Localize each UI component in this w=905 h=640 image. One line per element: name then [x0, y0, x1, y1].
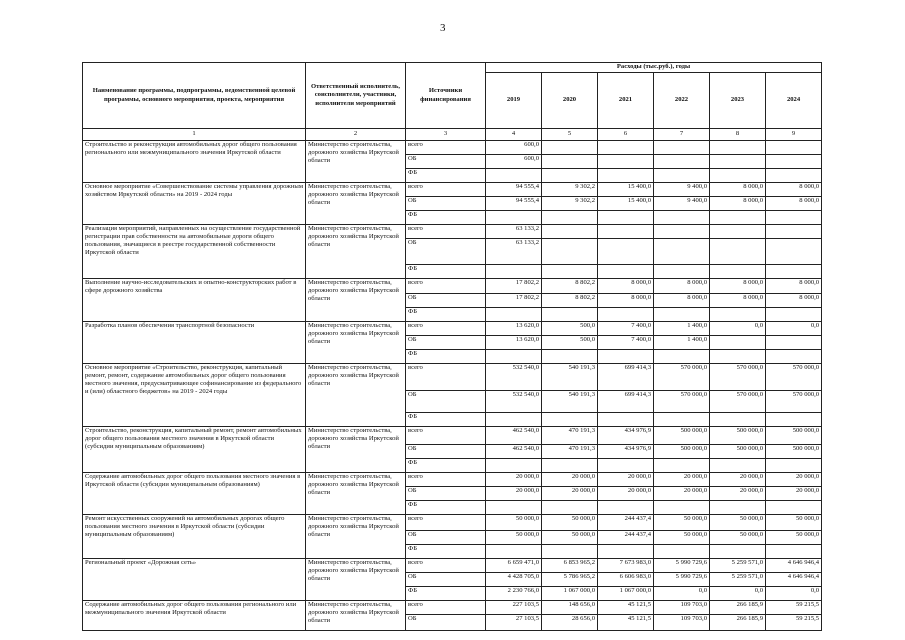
- row-executor: Министерство строительства, дорожного хозяйства Иркутской области: [306, 183, 406, 225]
- table-row: [83, 183, 822, 197]
- row-source: ОБ: [406, 487, 486, 501]
- row-value: [766, 225, 822, 239]
- row-executor: Министерство строительства, дорожного хозяйства Иркутской области: [306, 225, 406, 279]
- row-source: всего: [406, 364, 486, 391]
- row-value: [598, 350, 654, 364]
- row-value: 109 703,0: [654, 601, 710, 615]
- row-source: ФБ: [406, 587, 486, 601]
- row-value: 28 656,0: [542, 615, 598, 631]
- row-value: [598, 265, 654, 279]
- row-value: 50 000,0: [766, 515, 822, 531]
- row-value: [766, 211, 822, 225]
- row-name: Реализация мероприятий, направленных на осуществление государственной регистрации прав собственности на автомобильные дороги общего пользования, значащиеся в реестре государственной собственности Иркутской области: [83, 225, 306, 279]
- column-number: 6: [598, 129, 654, 141]
- row-value: [766, 169, 822, 183]
- row-value: 7 673 983,0: [598, 559, 654, 573]
- row-executor: Министерство строительства, дорожного хозяйства Иркутской области: [306, 559, 406, 601]
- row-value: 148 656,0: [542, 601, 598, 615]
- row-value: 1 067 000,0: [598, 587, 654, 601]
- row-value: 699 414,3: [598, 364, 654, 391]
- row-name: Основное мероприятие «Совершенствование системы управления дорожным хозяйством Иркутской области» на 2019 - 2024 годы: [83, 183, 306, 225]
- row-value: 500,0: [542, 322, 598, 336]
- row-source: ФБ: [406, 350, 486, 364]
- row-value: [654, 308, 710, 322]
- row-value: 50 000,0: [486, 531, 542, 545]
- row-value: 500 000,0: [654, 427, 710, 445]
- row-value: [654, 225, 710, 239]
- row-value: 470 191,3: [542, 445, 598, 459]
- row-value: [542, 265, 598, 279]
- row-source: ФБ: [406, 459, 486, 473]
- row-value: 6 853 965,2: [542, 559, 598, 573]
- row-value: [710, 350, 766, 364]
- row-source: всего: [406, 279, 486, 294]
- row-name: Разработка планов обеспечения транспортной безопасности: [83, 322, 306, 364]
- row-value: 20 000,0: [710, 473, 766, 487]
- row-value: 500,0: [542, 336, 598, 350]
- row-value: 1 067 000,0: [542, 587, 598, 601]
- row-value: 20 000,0: [710, 487, 766, 501]
- row-value: 540 191,3: [542, 364, 598, 391]
- row-value: [598, 225, 654, 239]
- row-value: 50 000,0: [486, 515, 542, 531]
- row-value: [486, 169, 542, 183]
- row-value: 20 000,0: [766, 473, 822, 487]
- row-source: ФБ: [406, 545, 486, 559]
- row-value: 20 000,0: [542, 473, 598, 487]
- row-value: [598, 169, 654, 183]
- row-value: 9 400,0: [654, 197, 710, 211]
- row-value: 500 000,0: [766, 427, 822, 445]
- row-value: [710, 239, 766, 265]
- table-row: [83, 601, 822, 615]
- row-value: 45 121,5: [598, 615, 654, 631]
- row-value: 4 646 946,4: [766, 559, 822, 573]
- row-value: 570 000,0: [654, 364, 710, 391]
- row-value: [486, 265, 542, 279]
- row-value: 5 786 965,2: [542, 573, 598, 587]
- row-value: 8 000,0: [710, 197, 766, 211]
- row-value: 266 185,9: [710, 615, 766, 631]
- row-value: [542, 413, 598, 427]
- header-sources-column: Источники финансирования: [406, 63, 486, 129]
- row-source: ОБ: [406, 294, 486, 308]
- row-value: 6 659 471,0: [486, 559, 542, 573]
- row-value: 8 000,0: [710, 279, 766, 294]
- row-value: 13 620,0: [486, 336, 542, 350]
- row-value: 462 540,0: [486, 427, 542, 445]
- row-value: 5 990 729,6: [654, 573, 710, 587]
- row-value: 8 000,0: [766, 183, 822, 197]
- column-number: 1: [83, 129, 306, 141]
- row-value: 462 540,0: [486, 445, 542, 459]
- row-value: 20 000,0: [486, 487, 542, 501]
- program-expenses-table: [82, 62, 822, 631]
- row-source: всего: [406, 427, 486, 445]
- row-source: ОБ: [406, 391, 486, 413]
- row-value: 532 540,0: [486, 364, 542, 391]
- row-source: ФБ: [406, 211, 486, 225]
- row-value: 9 302,2: [542, 197, 598, 211]
- row-value: [710, 459, 766, 473]
- header-year: 2020: [542, 73, 598, 129]
- row-value: [598, 308, 654, 322]
- row-source: ФБ: [406, 265, 486, 279]
- row-value: [766, 141, 822, 155]
- row-value: [542, 225, 598, 239]
- row-value: 15 400,0: [598, 197, 654, 211]
- row-value: 699 414,3: [598, 391, 654, 413]
- row-name: Содержание автомобильных дорог общего пользования местного значения в Иркутской области (субсидии муниципальным образованиям): [83, 473, 306, 515]
- row-value: 6 606 983,0: [598, 573, 654, 587]
- row-value: 94 555,4: [486, 183, 542, 197]
- row-value: 17 802,2: [486, 279, 542, 294]
- header-year: 2021: [598, 73, 654, 129]
- row-source: всего: [406, 322, 486, 336]
- row-source: ФБ: [406, 413, 486, 427]
- column-number: 9: [766, 129, 822, 141]
- row-value: 8 000,0: [654, 279, 710, 294]
- row-value: [710, 141, 766, 155]
- table-body: [83, 141, 822, 631]
- row-value: 0,0: [766, 322, 822, 336]
- row-value: 9 302,2: [542, 183, 598, 197]
- row-value: [710, 265, 766, 279]
- row-value: [542, 141, 598, 155]
- page-number: 3: [440, 22, 446, 34]
- row-value: [766, 350, 822, 364]
- row-name: Ремонт искусственных сооружений на автомобильных дорогах общего пользования местного значения в Иркутской области (субсидии муниципальным образованиям): [83, 515, 306, 559]
- row-value: [766, 308, 822, 322]
- row-value: 532 540,0: [486, 391, 542, 413]
- row-value: [542, 350, 598, 364]
- row-value: 570 000,0: [654, 391, 710, 413]
- row-source: ОБ: [406, 336, 486, 350]
- row-value: 50 000,0: [542, 515, 598, 531]
- row-value: 0,0: [710, 322, 766, 336]
- row-value: [654, 545, 710, 559]
- row-source: ФБ: [406, 308, 486, 322]
- row-value: 1 400,0: [654, 336, 710, 350]
- row-value: [486, 545, 542, 559]
- table-row: [83, 473, 822, 487]
- column-number: 7: [654, 129, 710, 141]
- row-value: [654, 141, 710, 155]
- row-value: 20 000,0: [598, 487, 654, 501]
- table-row: [83, 515, 822, 531]
- row-value: [710, 225, 766, 239]
- row-value: 50 000,0: [542, 531, 598, 545]
- row-value: 5 259 571,0: [710, 573, 766, 587]
- row-value: 434 976,9: [598, 445, 654, 459]
- row-value: 20 000,0: [654, 473, 710, 487]
- row-value: 20 000,0: [542, 487, 598, 501]
- row-source: ОБ: [406, 239, 486, 265]
- row-value: [654, 155, 710, 169]
- row-value: [654, 211, 710, 225]
- row-name: Строительство, реконструкция, капитальный ремонт, ремонт автомобильных дорог общего пользования местного значения в Иркутской области (субсидии муниципальным образованиям): [83, 427, 306, 473]
- row-value: 94 555,4: [486, 197, 542, 211]
- row-value: 8 802,2: [542, 279, 598, 294]
- row-value: [542, 239, 598, 265]
- row-source: ОБ: [406, 573, 486, 587]
- column-numbers-row: [83, 129, 822, 141]
- table-row: [83, 364, 822, 391]
- row-value: [598, 545, 654, 559]
- row-source: всего: [406, 225, 486, 239]
- row-value: [486, 413, 542, 427]
- row-source: ОБ: [406, 445, 486, 459]
- row-value: 266 185,9: [710, 601, 766, 615]
- row-value: 8 000,0: [598, 279, 654, 294]
- row-value: 1 400,0: [654, 322, 710, 336]
- row-value: 600,0: [486, 141, 542, 155]
- row-value: [710, 155, 766, 169]
- row-value: [766, 155, 822, 169]
- row-value: 600,0: [486, 155, 542, 169]
- row-value: 8 000,0: [766, 294, 822, 308]
- row-value: [486, 459, 542, 473]
- row-value: 20 000,0: [654, 487, 710, 501]
- row-source: всего: [406, 601, 486, 615]
- row-value: [654, 501, 710, 515]
- row-value: [710, 336, 766, 350]
- row-source: ОБ: [406, 197, 486, 211]
- header-year: 2024: [766, 73, 822, 129]
- row-value: 7 400,0: [598, 322, 654, 336]
- row-value: 50 000,0: [654, 515, 710, 531]
- row-value: [710, 169, 766, 183]
- column-number: 5: [542, 129, 598, 141]
- table-row: [83, 279, 822, 294]
- row-source: всего: [406, 515, 486, 531]
- row-value: [598, 239, 654, 265]
- row-name: Выполнение научно-исследовательских и опытно-конструкторских работ в сфере дорожного хозяйства: [83, 279, 306, 322]
- row-source: всего: [406, 559, 486, 573]
- row-value: 50 000,0: [766, 531, 822, 545]
- row-value: [486, 211, 542, 225]
- row-value: [710, 501, 766, 515]
- row-source: всего: [406, 183, 486, 197]
- row-value: [766, 545, 822, 559]
- row-value: [598, 141, 654, 155]
- column-number: 4: [486, 129, 542, 141]
- row-value: 8 802,2: [542, 294, 598, 308]
- row-value: [654, 239, 710, 265]
- row-value: [710, 308, 766, 322]
- row-executor: Министерство строительства, дорожного хозяйства Иркутской области: [306, 601, 406, 631]
- row-value: [542, 501, 598, 515]
- table-row: [83, 559, 822, 573]
- row-value: [654, 169, 710, 183]
- row-value: 434 976,9: [598, 427, 654, 445]
- row-value: [486, 501, 542, 515]
- row-value: 20 000,0: [766, 487, 822, 501]
- row-value: 570 000,0: [766, 364, 822, 391]
- row-executor: Министерство строительства, дорожного хозяйства Иркутской области: [306, 322, 406, 364]
- row-executor: Министерство строительства, дорожного хозяйства Иркутской области: [306, 141, 406, 183]
- row-source: всего: [406, 473, 486, 487]
- column-number: 2: [306, 129, 406, 141]
- row-value: [654, 459, 710, 473]
- row-value: 13 620,0: [486, 322, 542, 336]
- row-value: 59 215,5: [766, 601, 822, 615]
- header-name-column: Наименование программы, подпрограммы, ведомственной целевой программы, основного мероприятия, проекта, мероприятия: [83, 63, 306, 129]
- header-year: 2022: [654, 73, 710, 129]
- row-value: [542, 308, 598, 322]
- row-value: [486, 350, 542, 364]
- row-name: Региональный проект «Дорожная сеть»: [83, 559, 306, 601]
- row-value: 570 000,0: [710, 364, 766, 391]
- header-expenses: Расходы (тыс.руб.), годы: [486, 63, 822, 73]
- row-value: 227 103,5: [486, 601, 542, 615]
- row-value: [766, 501, 822, 515]
- row-value: [654, 265, 710, 279]
- row-value: 4 646 946,4: [766, 573, 822, 587]
- row-value: 244 437,4: [598, 531, 654, 545]
- row-value: 570 000,0: [710, 391, 766, 413]
- header-executor-column: Ответственный исполнитель, соисполнители, участники, исполнители мероприятий: [306, 63, 406, 129]
- row-name: Основное мероприятие «Строительство, реконструкция, капитальный ремонт, ремонт, содержание автомобильных дорог общего пользования местного значения, предусматривающее софинансирование из федерального и (или) областного бюджетов» на 2019 - 2024 годы: [83, 364, 306, 427]
- row-value: 500 000,0: [710, 427, 766, 445]
- row-value: 20 000,0: [598, 473, 654, 487]
- row-value: [710, 545, 766, 559]
- row-value: 244 437,4: [598, 515, 654, 531]
- row-executor: Министерство строительства, дорожного хозяйства Иркутской области: [306, 515, 406, 559]
- row-source: ОБ: [406, 155, 486, 169]
- row-value: 109 703,0: [654, 615, 710, 631]
- row-value: 570 000,0: [766, 391, 822, 413]
- row-executor: Министерство строительства, дорожного хозяйства Иркутской области: [306, 473, 406, 515]
- row-value: [598, 501, 654, 515]
- row-value: 45 121,5: [598, 601, 654, 615]
- row-value: 63 133,2: [486, 239, 542, 265]
- row-value: 8 000,0: [766, 197, 822, 211]
- row-value: 50 000,0: [710, 531, 766, 545]
- row-value: 2 230 766,0: [486, 587, 542, 601]
- row-value: 50 000,0: [710, 515, 766, 531]
- column-number: 8: [710, 129, 766, 141]
- row-source: ОБ: [406, 531, 486, 545]
- row-value: [598, 155, 654, 169]
- row-value: 20 000,0: [486, 473, 542, 487]
- table-row: [83, 225, 822, 239]
- row-value: 500 000,0: [654, 445, 710, 459]
- row-value: 27 103,5: [486, 615, 542, 631]
- row-source: ОБ: [406, 615, 486, 631]
- row-source: всего: [406, 141, 486, 155]
- row-value: 50 000,0: [654, 531, 710, 545]
- row-value: 9 400,0: [654, 183, 710, 197]
- column-number: 3: [406, 129, 486, 141]
- row-value: 4 428 705,0: [486, 573, 542, 587]
- row-value: 15 400,0: [598, 183, 654, 197]
- row-name: Строительство и реконструкция автомобильных дорог общего пользования регионального или межмуниципального значения Иркутской области: [83, 141, 306, 183]
- row-value: [766, 336, 822, 350]
- row-value: 8 000,0: [710, 183, 766, 197]
- row-value: 59 215,5: [766, 615, 822, 631]
- table-row: [83, 141, 822, 155]
- row-value: [766, 265, 822, 279]
- row-value: [710, 413, 766, 427]
- row-value: 8 000,0: [598, 294, 654, 308]
- row-value: [598, 211, 654, 225]
- table-row: [83, 322, 822, 336]
- row-value: 17 802,2: [486, 294, 542, 308]
- row-value: 500 000,0: [710, 445, 766, 459]
- row-value: 63 133,2: [486, 225, 542, 239]
- row-value: 470 191,3: [542, 427, 598, 445]
- row-value: 0,0: [766, 587, 822, 601]
- row-value: [542, 155, 598, 169]
- table-row: [83, 427, 822, 445]
- row-value: [710, 211, 766, 225]
- row-value: [542, 545, 598, 559]
- row-value: [542, 169, 598, 183]
- row-value: [654, 413, 710, 427]
- row-value: [542, 459, 598, 473]
- row-value: 7 400,0: [598, 336, 654, 350]
- row-source: ФБ: [406, 501, 486, 515]
- row-name: Содержание автомобильных дорог общего пользования регионального или межмуниципального значения Иркутской области: [83, 601, 306, 631]
- row-executor: Министерство строительства, дорожного хозяйства Иркутской области: [306, 279, 406, 322]
- row-value: [766, 413, 822, 427]
- row-value: 5 990 729,6: [654, 559, 710, 573]
- row-value: 0,0: [654, 587, 710, 601]
- row-value: [654, 350, 710, 364]
- row-value: [598, 459, 654, 473]
- row-executor: Министерство строительства, дорожного хозяйства Иркутской области: [306, 364, 406, 427]
- row-value: 5 259 571,0: [710, 559, 766, 573]
- row-value: 500 000,0: [766, 445, 822, 459]
- row-value: 8 000,0: [654, 294, 710, 308]
- row-value: [486, 308, 542, 322]
- row-value: 0,0: [710, 587, 766, 601]
- row-value: 8 000,0: [766, 279, 822, 294]
- row-executor: Министерство строительства, дорожного хозяйства Иркутской области: [306, 427, 406, 473]
- header-year: 2019: [486, 73, 542, 129]
- row-value: [766, 239, 822, 265]
- row-value: [542, 211, 598, 225]
- row-value: [766, 459, 822, 473]
- row-value: [598, 413, 654, 427]
- row-source: ФБ: [406, 169, 486, 183]
- row-value: 8 000,0: [710, 294, 766, 308]
- row-value: 540 191,3: [542, 391, 598, 413]
- header-year: 2023: [710, 73, 766, 129]
